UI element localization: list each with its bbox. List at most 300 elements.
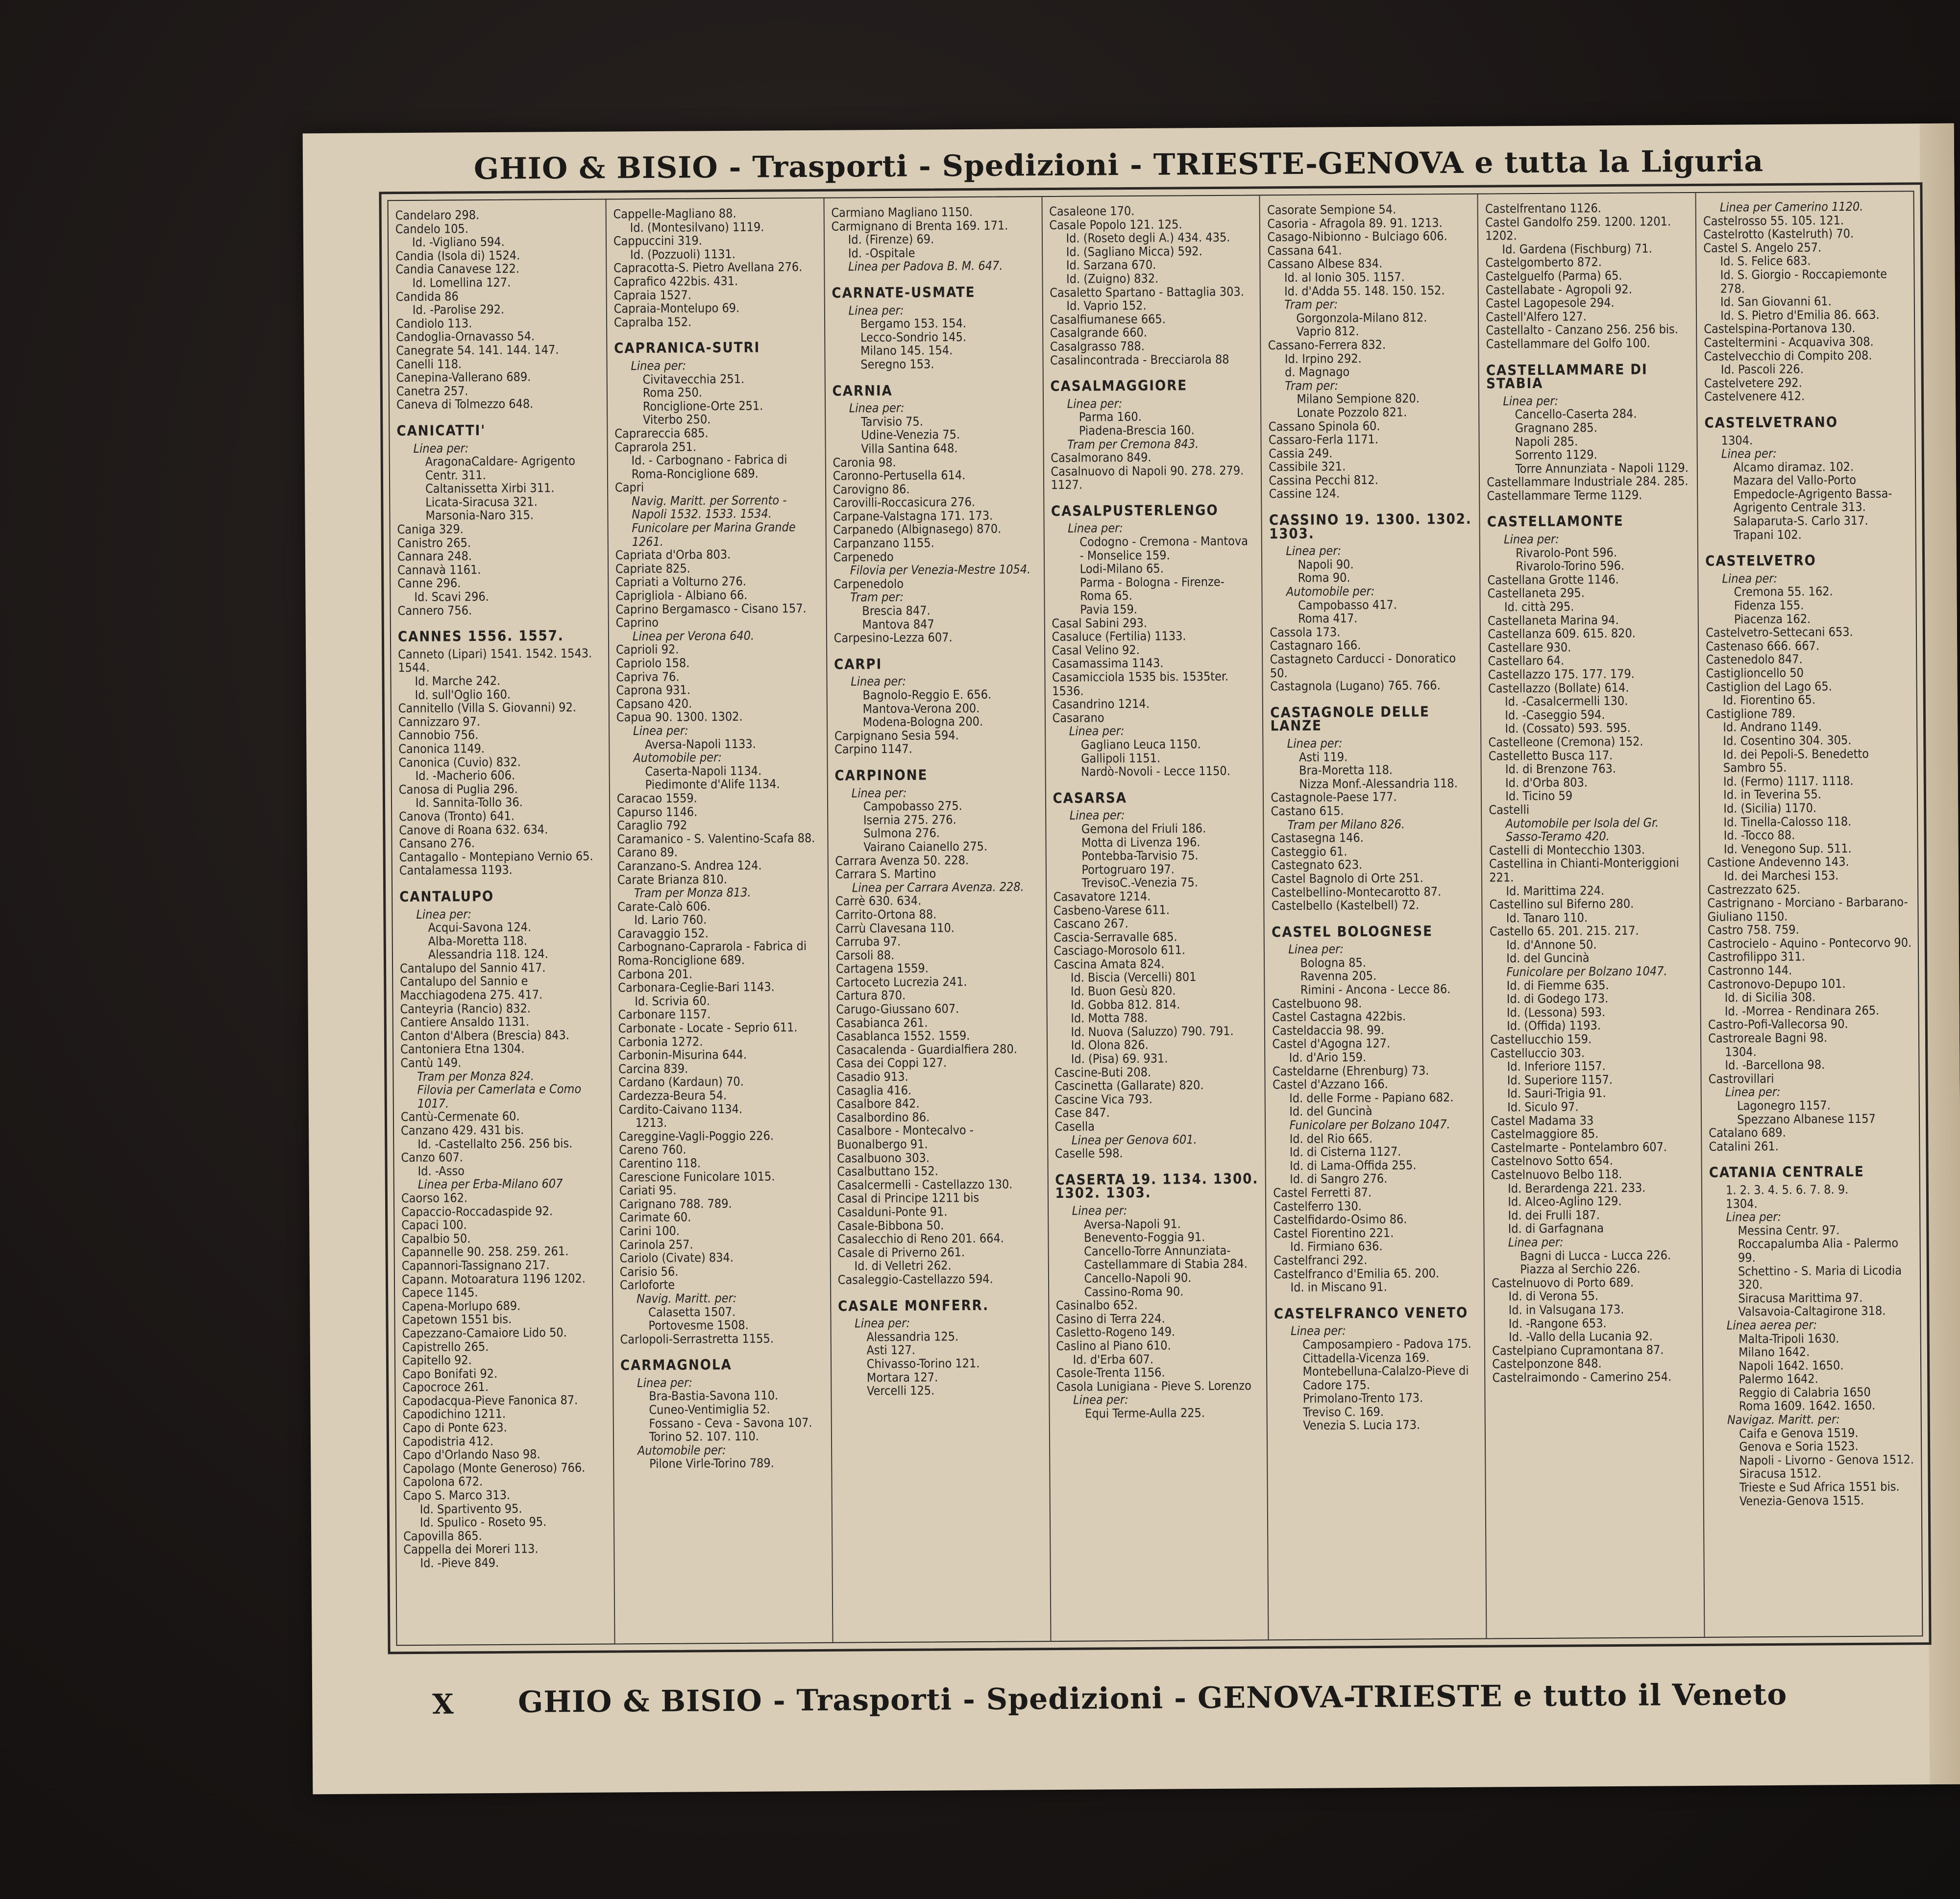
index-entry: Cansano 276. — [399, 836, 475, 851]
index-entry: Cannobio 756. — [398, 728, 479, 743]
index-entry: Cassano Albese 834. — [1267, 256, 1383, 271]
index-entry: Venezia S. Lucia 173. — [1303, 1417, 1421, 1433]
index-entry: Castelfrentano 1126. — [1485, 201, 1601, 216]
index-entry: Id. di Sangro 276. — [1290, 1171, 1388, 1187]
index-entry: Careggine-Vagli-Poggio 226. — [618, 1128, 774, 1144]
index-entry: Id. Firmiano 636. — [1290, 1239, 1383, 1254]
index-entry: Capolago (Monte Generoso) 766. — [403, 1460, 586, 1476]
index-entry: Castel Castagna 422bis. — [1272, 1009, 1406, 1024]
index-entry: Casalnuovo di Napoli 90. 278. 279. 1127. — [1051, 463, 1248, 492]
index-entry: Id. Sauri-Trigia 91. — [1507, 1086, 1606, 1101]
index-entry: Casadio 913. — [836, 1069, 908, 1084]
index-entry: Caracao 1559. — [616, 791, 697, 806]
index-entry: Carbonin-Misurina 644. — [618, 1047, 747, 1063]
index-entry: Id. Superiore 1157. — [1507, 1072, 1613, 1088]
index-entry: Ronciglione-Orte 251. — [642, 398, 763, 414]
index-entry: Caifa e Genova 1519. — [1739, 1425, 1859, 1441]
index-entry: Caselle 598. — [1054, 1146, 1123, 1161]
index-entry: Cappuccini 319. — [613, 233, 702, 248]
index-entry: Reggio di Calabria 1650 — [1739, 1385, 1871, 1400]
index-entry: Castellammare Terme 1129. — [1487, 487, 1642, 503]
index-entry: Castello 65. 201. 215. 217. — [1489, 923, 1639, 939]
index-entry: Id. -Caseggio 594. — [1505, 707, 1605, 723]
index-entry: Id. Andrano 1149. — [1723, 719, 1822, 735]
index-entry: Casalbore - Montecalvo - Buonalbergo 91. — [836, 1123, 978, 1152]
index-entry: Id. Spartivento 95. — [419, 1501, 522, 1516]
index-entry: Montebelluna-Calalzo-Pieve di Cadore 175. — [1302, 1363, 1472, 1392]
index-entry: Id. in Teverina 55. — [1723, 787, 1821, 802]
index-entry: Bergamo 153. 154. — [860, 316, 967, 331]
index-column-3 — [824, 197, 1051, 1642]
index-entry: Castegnato 623. — [1271, 857, 1363, 873]
index-entry: 1. 2. 3. 4. 5. 6. 7. 8. 9. — [1725, 1182, 1849, 1197]
index-entry: Id. d'Annone 50. — [1506, 937, 1597, 952]
index-entry: Candiolo 113. — [395, 316, 472, 331]
index-entry: Id. Pascoli 226. — [1720, 362, 1804, 377]
index-entry: Id. Siculo 97. — [1507, 1099, 1579, 1115]
index-entry: Cannero 756. — [397, 603, 472, 618]
index-entry: Casavatore 1214. — [1053, 889, 1151, 904]
index-entry: Castrezzato 625. — [1707, 882, 1801, 897]
index-entry: Cantagallo - Montepiano Vernio 65. — [399, 849, 593, 864]
index-entry: Lonate Pozzolo 821. — [1297, 405, 1407, 420]
index-entry: Carugo-Giussano 607. — [836, 1001, 959, 1017]
index-entry: Id. S. Pietro d'Emilia 86. 663. — [1720, 307, 1880, 323]
index-entry: Cassino-Roma 90. — [1084, 1284, 1184, 1299]
index-entry: Casalincontrada - Brecciarola 88 — [1050, 352, 1229, 367]
index-entry: Catalano 689. — [1709, 1125, 1786, 1141]
index-entry: Linea per: — [1726, 1210, 1782, 1224]
station-heading: CASTELVETRO — [1705, 552, 1816, 570]
index-entry: Case 847. — [1054, 1105, 1110, 1120]
index-entry: Alcamo diramaz. 102. — [1733, 459, 1854, 475]
index-entry: Caprarola 251. — [614, 439, 697, 454]
index-entry: Linea per: — [637, 1375, 692, 1390]
index-entry: Capraia-Montelupo 69. — [613, 301, 740, 316]
station-heading: CASERTA 19. 1134. 1300. 1302. 1303. — [1055, 1170, 1264, 1202]
index-entry: Id. d'Ario 159. — [1289, 1050, 1367, 1065]
index-entry: Linea per Carrara Avenza. 228. — [852, 879, 1024, 895]
index-entry: Spezzano Albanese 1157 — [1737, 1111, 1876, 1127]
index-entry: Parma 160. — [1078, 410, 1142, 424]
index-entry: Castelspina-Portanova 130. — [1704, 321, 1856, 337]
index-entry: Id. Scrivia 60. — [635, 994, 710, 1009]
index-entry: Castelponzone 848. — [1492, 1356, 1602, 1371]
index-entry: Id. di Lama-Offida 255. — [1289, 1158, 1417, 1173]
index-entry: Caramanico - S. Valentino-Scafa 88. — [617, 830, 815, 847]
index-entry: Trieste e Sud Africa 1551 bis. — [1739, 1479, 1900, 1495]
index-entry: Id. dei Pepoli-S. Benedetto Sambro 55. — [1723, 746, 1873, 775]
index-entry: Castelferro 130. — [1273, 1198, 1362, 1214]
index-entry: Casola Lunigiana - Pieve S. Lorenzo — [1056, 1378, 1251, 1394]
index-entry: Id. (Roseto degli A.) 434. 435. — [1066, 230, 1230, 245]
index-entry: Capolona 672. — [403, 1474, 483, 1489]
index-entry: Casale Popolo 121. 125. — [1049, 217, 1182, 232]
index-entry: Caprino — [615, 615, 659, 630]
index-entry: Casalbuttano 152. — [837, 1164, 938, 1179]
bottom-header: GHIO & BISIO - Trasporti - Spedizioni - GENOVA-TRIESTE e tutto il Veneto — [517, 1677, 1788, 1720]
index-entry: d. Magnago — [1285, 365, 1350, 380]
index-entry: Id. Scavi 296. — [414, 589, 489, 604]
index-entry: Casalbordino 86. — [836, 1110, 930, 1125]
index-entry: Id. - Carbognano - Fabrica di Roma-Ronciglione 689. — [631, 452, 791, 481]
index-entry: Cancello-Napoli 90. — [1084, 1270, 1192, 1286]
index-entry: Carrito-Ortona 88. — [835, 907, 937, 922]
index-entry: Linea per Padova B. M. 647. — [848, 258, 1003, 274]
index-entry: Licata-Siracusa 321. — [425, 494, 538, 510]
index-entry: Capaccio-Roccadaspide 92. — [401, 1203, 553, 1219]
index-entry: Gemona del Friuli 186. — [1081, 821, 1206, 836]
index-entry: Linea per Erba-Milano 607 — [417, 1176, 563, 1192]
index-entry: Id. d'Adda 55. 148. 150. 152. — [1284, 283, 1445, 298]
station-heading: CANNES 1556. 1557. — [397, 627, 564, 645]
index-entry: Casalfiumanese 665. — [1050, 312, 1166, 327]
index-entry: Cardezza-Beura 54. — [618, 1088, 727, 1103]
index-entry: Casal Sabini 293. — [1052, 615, 1148, 631]
index-column-6 — [1478, 193, 1705, 1638]
index-entry: Carrè 630. 634. — [835, 893, 922, 909]
index-entry: Capurso 1146. — [616, 804, 698, 819]
index-entry: Id. di Fiemme 635. — [1506, 977, 1609, 993]
index-entry: Castellaneta 295. — [1487, 585, 1585, 601]
index-entry: Capralba 152. — [613, 315, 692, 330]
station-heading: CATANIA CENTRALE — [1709, 1163, 1864, 1181]
index-entry: Id. Alceo-Aglino 129. — [1508, 1194, 1622, 1209]
station-heading: CAPRANICA-SUTRI — [614, 339, 760, 357]
index-entry: Cartagena 1559. — [835, 961, 929, 976]
index-entry: Capistrello 265. — [402, 1339, 489, 1354]
index-entry: Capraia 1527. — [613, 288, 691, 303]
index-entry: Pilone Virle-Torino 789. — [649, 1456, 774, 1471]
index-entry: Careno 760. — [619, 1142, 686, 1157]
index-entry: Candelo 105. — [395, 221, 469, 236]
index-entry: Id. (Offida) 1193. — [1507, 1018, 1601, 1033]
index-entry: Id. delle Forme - Papiano 682. — [1289, 1090, 1454, 1105]
index-entry: Casalgrande 660. — [1050, 325, 1147, 341]
index-entry: Casletto-Rogeno 149. — [1056, 1324, 1176, 1340]
index-entry: Castelmaggiore 85. — [1491, 1126, 1599, 1142]
index-entry: Campobasso 417. — [1298, 597, 1397, 612]
index-entry: Casamassima 1143. — [1052, 656, 1164, 671]
index-entry: Canetra 257. — [396, 383, 468, 398]
index-entry: Linea per: — [1287, 736, 1343, 751]
index-entry: Id. -Parolise 292. — [412, 302, 505, 317]
index-entry: Id. Gobba 812. 814. — [1071, 997, 1180, 1012]
index-entry: Milano Sempione 820. — [1297, 391, 1420, 407]
index-entry: Castelfranci 292. — [1274, 1253, 1368, 1268]
index-entry: Id. di Verona 55. — [1508, 1289, 1599, 1304]
index-column-4 — [1042, 195, 1269, 1641]
index-entry: Torre Annunziata - Napoli 1129. — [1515, 460, 1689, 476]
index-entry: Siracusa 1512. — [1739, 1466, 1821, 1481]
index-entry: Codogno - Cremona - Mantova - Monselice 159. — [1079, 534, 1252, 563]
index-entry: Rivarolo-Torino 596. — [1516, 559, 1625, 574]
index-entry: Castelraimondo - Camerino 254. — [1492, 1369, 1672, 1385]
index-entry: Linea per: — [1069, 724, 1125, 739]
index-entry: Capodistria 412. — [402, 1434, 494, 1449]
index-entry: Id. del Guncinà — [1506, 950, 1590, 966]
index-entry: Candida 86 — [395, 289, 459, 304]
index-entry: Linea per: — [1721, 446, 1777, 461]
index-entry: Id. Motta 788. — [1071, 1011, 1148, 1026]
index-entry: Carruba 97. — [835, 934, 901, 949]
index-entry: Alessandria 118. 124. — [428, 947, 548, 962]
index-entry: Pontebba-Tarvisio 75. — [1081, 848, 1199, 863]
index-entry: Carsoli 88. — [835, 948, 895, 963]
index-entry: Cannizzaro 97. — [398, 714, 481, 729]
index-entry: Modena-Bologna 200. — [862, 714, 983, 730]
index-entry: TrevisoC.-Venezia 75. — [1081, 875, 1198, 890]
index-entry: Tram per Monza 824. — [417, 1069, 535, 1084]
index-entry: Siracusa Marittima 97. — [1738, 1290, 1863, 1306]
station-heading: CASTAGNOLE DELLE LANZE — [1270, 703, 1435, 734]
index-entry: Piedimonte d'Alife 1134. — [645, 777, 780, 792]
index-entry: Casalcermelli - Castellazzo 130. — [837, 1177, 1013, 1193]
index-entry: Salaparuta-S. Carlo 317. — [1733, 513, 1868, 529]
index-entry: Id. di Brenzone 763. — [1505, 761, 1616, 777]
index-entry: Id. in Valsugana 173. — [1508, 1302, 1624, 1317]
index-entry: Casteldarne (Ehrenburg) 73. — [1272, 1063, 1429, 1078]
index-entry: Portogruaro 197. — [1081, 862, 1175, 877]
index-entry: Id. S. Felice 683. — [1720, 253, 1811, 269]
index-entry: Castrofilippo 311. — [1708, 950, 1805, 965]
index-entry: Aversa-Napoli 91. — [1083, 1216, 1181, 1232]
station-heading: CANTALUPO — [399, 887, 494, 905]
index-entry: Canistro 265. — [397, 535, 471, 550]
index-entry: Marsonia-Naro 315. — [425, 508, 534, 523]
index-entry: Capece 1145. — [402, 1285, 478, 1300]
index-entry: Canonica 1149. — [398, 741, 485, 756]
index-entry: Id. sull'Oglio 160. — [415, 687, 511, 702]
index-entry: Id. Sarzana 670. — [1066, 258, 1156, 273]
index-entry: Castelvecchio di Compito 208. — [1704, 348, 1872, 364]
index-entry: Casaleone 170. — [1049, 203, 1135, 219]
index-entry: Caprareccia 685. — [614, 426, 709, 441]
index-entry: Carpanzano 1155. — [833, 536, 934, 551]
index-entry: Acqui-Savona 124. — [428, 920, 532, 935]
index-entry: Mortara 127. — [866, 1369, 938, 1385]
index-entry: Castelbuono 98. — [1272, 996, 1362, 1011]
index-entry: Caprioli 92. — [615, 642, 679, 657]
index-entry: Capo Bonifati 92. — [402, 1366, 498, 1381]
index-entry: Caprigliola - Albiano 66. — [615, 587, 748, 603]
index-entry: Casablanca 1552. 1559. — [836, 1028, 970, 1044]
index-entry: Tram per: — [1285, 378, 1339, 393]
index-entry: Cariolo (Civate) 834. — [619, 1250, 734, 1266]
index-entry: Cuneo-Ventimiglia 52. — [649, 1402, 770, 1417]
index-entry: Castelrotto (Kastelruth) 70. — [1703, 226, 1854, 242]
index-entry: Vaprio 812. — [1296, 324, 1359, 339]
index-entry: Caronia 98. — [833, 455, 896, 470]
index-entry: Castelnovo Sotto 654. — [1491, 1153, 1613, 1169]
index-entry: Casteltermini - Acquaviva 308. — [1704, 334, 1874, 350]
index-entry: Cassola 173. — [1270, 625, 1341, 640]
index-entry: Castellanza 609. 615. 820. — [1488, 626, 1636, 641]
index-entry: Cantalupo del Sannio 417. — [400, 960, 546, 976]
index-entry: Malta-Tripoli 1630. — [1738, 1331, 1839, 1346]
index-entry: Carbona 201. — [617, 967, 693, 982]
index-entry: Castenaso 666. 667. — [1706, 638, 1820, 654]
index-entry: Campobasso 275. — [863, 799, 962, 814]
index-entry: Carano 89. — [617, 845, 678, 860]
index-entry: Cassana 641. — [1267, 243, 1342, 258]
index-entry: Casacalenda - Guardialfiera 280. — [836, 1042, 1017, 1057]
index-entry: Capalbio 50. — [401, 1231, 471, 1246]
index-entry: Seregno 153. — [860, 357, 934, 372]
index-entry: Castellazzo 175. 177. 179. — [1488, 666, 1635, 682]
index-entry: Castellabate - Agropoli 92. — [1485, 282, 1632, 297]
index-entry: Casteldaccia 98. 99. — [1272, 1023, 1385, 1038]
index-entry: Carmignano di Brenta 169. 171. — [831, 218, 1008, 234]
index-entry: Carinola 257. — [619, 1237, 693, 1252]
index-entry: Cascano 267. — [1054, 916, 1128, 931]
index-entry: Fossano - Ceva - Savona 107. — [649, 1415, 812, 1431]
index-entry: Id. (Fermo) 1117. 1118. — [1723, 773, 1854, 789]
index-entry: Castellina in Chianti-Monteriggioni 221. — [1489, 855, 1683, 885]
index-entry: Lecco-Sondrio 145. — [860, 329, 967, 345]
index-entry: Canegrate 54. 141. 144. 147. — [396, 342, 559, 358]
index-entry: Castellana Grotte 1146. — [1487, 572, 1619, 587]
index-entry: Carpino 1147. — [834, 742, 912, 757]
index-entry: Carate-Calò 606. — [617, 899, 711, 914]
index-entry: Asti 127. — [866, 1343, 916, 1358]
index-entry: Id. -Castellalto 256. 256 bis. — [417, 1136, 573, 1151]
index-entry: Capriolo 158. — [616, 656, 690, 671]
index-entry: Portovesme 1508. — [648, 1317, 749, 1333]
index-entry: Caorso 162. — [401, 1191, 468, 1206]
index-entry: Tram per Milano 826. — [1287, 817, 1405, 832]
index-entry: Gorgonzola-Milano 812. — [1296, 310, 1427, 325]
index-entry: Castelrosso 55. 105. 121. — [1703, 213, 1844, 228]
index-entry: Castelfidardo-Osimo 86. — [1273, 1212, 1407, 1227]
index-entry: Carrù Clavesana 110. — [835, 920, 955, 936]
index-entry: Castell'Alfero 127. — [1486, 309, 1587, 324]
index-entry: Sorrento 1129. — [1515, 447, 1597, 463]
index-entry: Castellino sul Biferno 280. — [1489, 896, 1634, 912]
index-entry: Castellammare Industriale 284. 285. — [1487, 474, 1689, 489]
index-entry: Capocroce 261. — [402, 1380, 489, 1395]
index-entry: Cariati 95. — [619, 1183, 677, 1198]
index-entry: Catalini 261. — [1709, 1139, 1779, 1154]
index-entry: Castelvetro-Settecani 653. — [1706, 625, 1853, 640]
index-entry: Funicolare per Bolzano 1047. — [1506, 964, 1667, 979]
index-entry: 1304. — [1721, 433, 1753, 448]
station-heading: CARNATE-USMATE — [832, 283, 976, 301]
index-entry: Casteggio 61. — [1271, 844, 1348, 859]
index-entry: Canneto (Lipari) 1541. 1542. 1543. 1544. — [398, 646, 596, 675]
index-entry: Capezzano-Camaiore Lido 50. — [402, 1325, 567, 1341]
index-entry: Id. (Lessona) 593. — [1506, 1004, 1606, 1020]
index-entry: Casino di Terra 224. — [1055, 1311, 1165, 1326]
index-entry: Id. (Pozzuoli) 1131. — [630, 246, 735, 262]
index-entry: Carrara Avenza 50. 228. — [835, 852, 969, 868]
index-entry: Id. dei Marchesi 153. — [1724, 868, 1839, 883]
index-entry: Canova (Tronto) 641. — [399, 808, 515, 824]
index-entry: Tram per: — [1284, 297, 1338, 312]
index-entry: Castano 615. — [1271, 803, 1344, 819]
index-entry: Cannitello (Villa S. Giovanni) 92. — [398, 700, 577, 716]
index-entry: Napoli 285. — [1515, 434, 1578, 449]
index-entry: Funicolare per Marina Grande 1261. — [632, 520, 799, 549]
index-entry: Casarano — [1052, 710, 1104, 725]
index-column-5 — [1260, 195, 1487, 1640]
index-entry: Automobile per: — [1286, 584, 1375, 599]
index-entry: Id. -Casalcermelli 130. — [1505, 694, 1628, 709]
index-entry: Roccapalumba Alia - Palermo 99. — [1738, 1236, 1902, 1265]
index-entry: Castellaro 64. — [1488, 654, 1565, 668]
index-entry: Capann. Motoaratura 1196 1202. — [401, 1271, 586, 1287]
index-entry: Cassina Pecchi 812. — [1269, 472, 1378, 488]
index-entry: Cardano (Kardaun) 70. — [618, 1074, 744, 1090]
index-entry: Caranzano-S. Andrea 124. — [617, 858, 762, 874]
index-entry: Candia (Isola di) 1524. — [395, 248, 520, 263]
timetable-page — [303, 123, 1960, 1795]
index-entry: Id. Biscia (Vercelli) 801 — [1070, 970, 1197, 985]
station-heading: CASTELLAMMARE DI STABIA — [1486, 361, 1653, 392]
index-entry: Carimate 60. — [619, 1210, 691, 1225]
page-number: X — [432, 1688, 454, 1721]
index-entry: Sulmona 276. — [863, 826, 940, 841]
index-entry: Cartoceto Lucrezia 241. — [835, 974, 967, 990]
index-entry: Id. d'Erba 607. — [1073, 1352, 1154, 1367]
top-header: GHIO & BISIO - Trasporti - Spedizioni - TRIESTE-GENOVA e tutta la Liguria — [473, 144, 1764, 187]
index-entry: Messina Centr. 97. — [1738, 1222, 1840, 1238]
index-entry: Castellaneta Marina 94. — [1488, 612, 1619, 628]
index-entry: Id. di Godego 173. — [1506, 991, 1609, 1006]
station-heading: CARPI — [833, 655, 882, 673]
index-entry: Capodacqua-Pieve Fanonica 87. — [402, 1392, 578, 1409]
index-entry: Id. Vaprio 152. — [1066, 298, 1147, 313]
index-entry: Casale-Bibbona 50. — [837, 1217, 944, 1233]
index-entry: Caserta-Napoli 1134. — [645, 763, 762, 779]
index-entry: Linea per: — [1290, 1323, 1346, 1339]
index-entry: Linea per: — [1067, 396, 1123, 411]
index-entry: Capo S. Marco 313. — [403, 1487, 511, 1503]
index-entry: Canonica (Cuvio) 832. — [398, 755, 521, 770]
index-entry: Casal di Principe 1211 bis — [837, 1191, 980, 1206]
index-entry: Id. -Pieve 849. — [420, 1555, 499, 1570]
station-heading: CARMAGNOLA — [620, 1356, 732, 1374]
index-entry: Carate Brianza 810. — [617, 872, 727, 887]
station-heading: CASTEL BOLOGNESE — [1272, 922, 1433, 940]
index-entry: Castenedolo 847. — [1706, 652, 1803, 667]
index-entry: Linea per: — [416, 906, 472, 922]
index-entry: Castelleone (Cremona) 152. — [1488, 734, 1643, 750]
index-entry: Capetown 1551 bis. — [402, 1312, 512, 1327]
index-entry: Id. -Rangone 653. — [1508, 1315, 1607, 1331]
index-entry: Id. Fiorentino 65. — [1722, 692, 1816, 707]
index-entry: Piazza al Serchio 226. — [1520, 1261, 1641, 1277]
index-entry: Casciago-Morosolo 611. — [1054, 943, 1186, 958]
index-entry: Capo di Ponte 623. — [402, 1420, 507, 1436]
index-entry: Candoglia-Ornavasso 54. — [396, 329, 535, 344]
index-entry: 1213. — [635, 1116, 667, 1130]
index-entry: Id. di Cisterna 1127. — [1289, 1144, 1401, 1160]
station-heading: CARNIA — [832, 382, 893, 399]
index-entry: Carpesino-Lezza 607. — [833, 630, 953, 645]
index-entry: Parma - Bologna - Firenze-Roma 65. — [1079, 574, 1225, 604]
index-entry: Castelmarte - Pontelambro 607. — [1491, 1140, 1667, 1155]
index-entry: Torino 52. 107. 110. — [649, 1429, 759, 1444]
index-entry: Calasetta 1507. — [648, 1304, 736, 1319]
index-entry: Castelvetere 292. — [1704, 375, 1802, 390]
index-entry: Casalmorano 849. — [1051, 450, 1152, 465]
index-entry: Caronno-Pertusella 614. — [833, 468, 966, 483]
index-entry: Id. Tanaro 110. — [1506, 910, 1588, 925]
index-entry: Cassano Spinola 60. — [1268, 418, 1380, 434]
index-entry: Trapani 102. — [1733, 527, 1802, 542]
index-entry: Casella — [1054, 1119, 1095, 1134]
